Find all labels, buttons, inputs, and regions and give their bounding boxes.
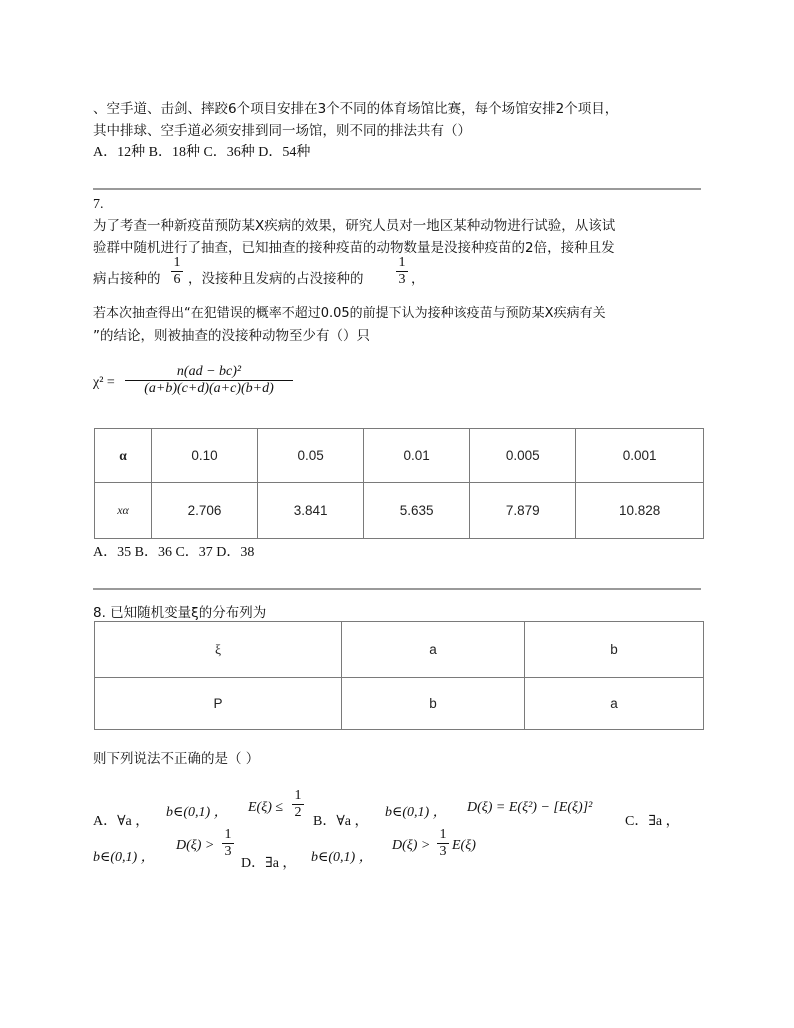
table-cell: 0.001 xyxy=(576,429,704,483)
q8-optD-tail: E(ξ) xyxy=(452,838,476,853)
q8-optC-fraction xyxy=(222,827,234,860)
formula-numerator: n(ad − bc)² xyxy=(125,364,293,381)
frac1-numerator: 1 xyxy=(171,255,183,272)
q7-line5: ”的结论，则被抽查的没接种动物至少有（）只 xyxy=(93,328,370,344)
q8-optC-b: b∈(0,1) ， xyxy=(93,850,155,865)
q8-optB-label: B．∀a ， xyxy=(313,814,369,829)
distribution-table xyxy=(94,621,704,730)
q8-optD-expr: D(ξ) > xyxy=(392,838,431,853)
frac2-numerator: 1 xyxy=(396,255,408,272)
frac1-denominator: 6 xyxy=(173,272,181,287)
q8-prompt: 则下列说法不正确的是（ ） xyxy=(93,751,260,767)
table-cell: b xyxy=(525,622,704,678)
table-cell: ξ xyxy=(95,622,342,678)
optC-frac-num: 1 xyxy=(222,827,234,844)
optD-frac-num: 1 xyxy=(437,827,449,844)
q8-optD-label: D．∃a ， xyxy=(241,856,297,871)
optA-frac-den: 2 xyxy=(294,805,302,820)
optD-frac-den: 3 xyxy=(439,844,447,859)
q8-optC-expr: D(ξ) > xyxy=(176,838,215,853)
optA-frac-num: 1 xyxy=(292,788,304,805)
table-row xyxy=(95,483,704,539)
q7-line2: 验群中随机进行了抽查，已知抽查的接种疫苗的动物数量是没接种疫苗的2倍，接种且发 xyxy=(93,240,615,256)
q6-line1: 、空手道、击剑、摔跤6个项目安排在3个不同的体育场馆比赛，每个场馆安排2个项目， xyxy=(93,101,619,117)
frac2-denominator: 3 xyxy=(398,272,406,287)
q6-line2: 其中排球、空手道必须安排到同一场馆，则不同的排法共有（） xyxy=(93,123,471,139)
q7-line3-c: ， xyxy=(411,271,425,287)
q8-title: 8. 已知随机变量ξ的分布列为 xyxy=(93,605,267,621)
table-cell: 0.10 xyxy=(152,429,258,483)
optC-frac-den: 3 xyxy=(224,844,232,859)
q8-optA-label: A．∀a ， xyxy=(93,814,150,829)
q8-optB-b: b∈(0,1) ， xyxy=(385,805,447,820)
q6-options: A．12种 B．18种 C．36种 D．54种 xyxy=(93,145,311,160)
table-cell: 7.879 xyxy=(470,483,576,539)
q8-optB-expr: D(ξ) = E(ξ²) − [E(ξ)]² xyxy=(467,800,593,815)
table-row xyxy=(95,678,704,730)
table-cell: 5.635 xyxy=(364,483,470,539)
table-cell: 0.005 xyxy=(470,429,576,483)
q7-line3-b: ，没接种且发病的占没接种的 xyxy=(188,271,364,287)
table-row xyxy=(95,429,704,483)
divider-1 xyxy=(93,188,701,190)
table-cell: b xyxy=(342,678,525,730)
q7-number: 7. xyxy=(93,197,104,212)
q8-optC-label: C．∃a ， xyxy=(625,814,680,829)
q7-line4: 若本次抽查得出“在犯错误的概率不超过0.05的前提下认为接种该疫苗与预防某X疾病有关 xyxy=(93,306,606,321)
q7-line1: 为了考查一种新疫苗预防某X疾病的效果，研究人员对一地区某种动物进行试验，从该试 xyxy=(93,218,616,234)
chi-square-formula xyxy=(125,364,293,397)
table-cell: a xyxy=(342,622,525,678)
formula-denominator: (a+b)(c+d)(a+c)(b+d) xyxy=(144,381,274,396)
q8-optA-b: b∈(0,1) ， xyxy=(166,805,228,820)
table-cell: 3.841 xyxy=(258,483,364,539)
q8-optD-fraction xyxy=(437,827,449,860)
x-alpha-header: xα xyxy=(95,483,152,539)
table-cell: P xyxy=(95,678,342,730)
alpha-header: α xyxy=(95,429,152,483)
q7-fraction-1 xyxy=(171,255,183,288)
table-row xyxy=(95,622,704,678)
table-cell: 2.706 xyxy=(152,483,258,539)
critical-value-table xyxy=(94,428,704,539)
table-cell: 10.828 xyxy=(576,483,704,539)
q8-optA-expr: E(ξ) ≤ xyxy=(248,800,284,815)
q7-line3-a: 病占接种的 xyxy=(93,271,161,287)
q7-fraction-2 xyxy=(396,255,408,288)
table-cell: 0.05 xyxy=(258,429,364,483)
formula-lhs: χ² = xyxy=(93,375,115,390)
table-cell: 0.01 xyxy=(364,429,470,483)
q8-optA-fraction xyxy=(292,788,304,821)
q8-optD-b: b∈(0,1) ， xyxy=(311,850,373,865)
divider-2 xyxy=(93,588,701,590)
q7-options: A．35 B．36 C．37 D．38 xyxy=(93,545,255,560)
table-cell: a xyxy=(525,678,704,730)
